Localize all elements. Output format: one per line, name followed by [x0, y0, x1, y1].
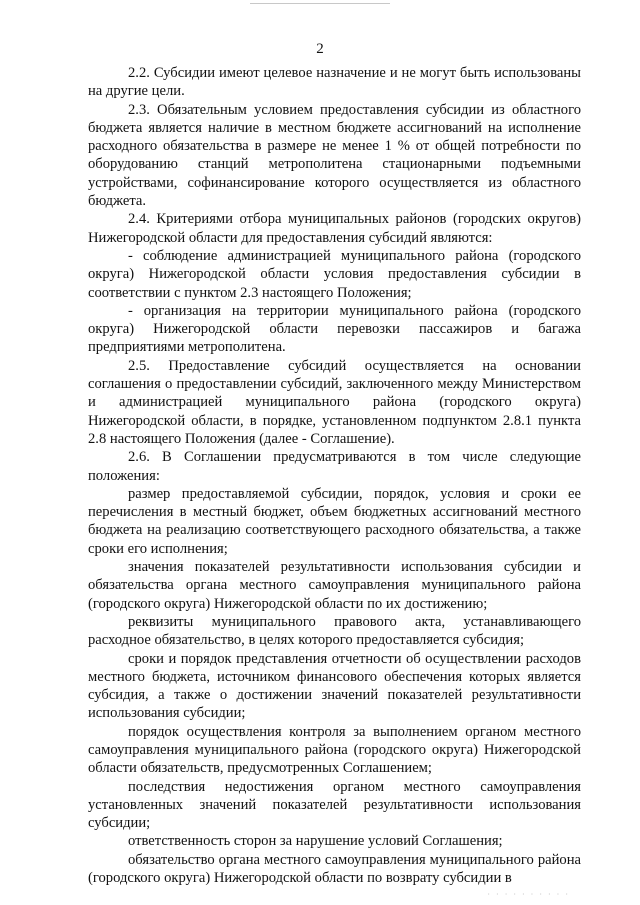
- criteria-item-1: - соблюдение администрацией муниципального района (городского округа) Нижегородской области условия предоставления субсидии в соответствии с пунктом 2.3 настоящего Положения;: [88, 247, 581, 301]
- paragraph-2-5: 2.5. Предоставление субсидий осуществляется на основании соглашения о предоставлении субсидий, заключенного между Министерством и администрацией муниципального района (городского округа) Нижегородской области, в порядке, установленном подпунктом 2.8.1 пункта 2.8 настоящего Положения (далее - Соглашение).: [88, 357, 581, 447]
- paragraph-2-4: 2.4. Критериями отбора муниципальных районов (городских округов) Нижегородской области для предоставления субсидий являются:: [88, 211, 581, 246]
- agreement-provision-7: ответственность сторон за нарушение условий Соглашения;: [128, 833, 503, 850]
- page-number: 2: [316, 41, 324, 57]
- agreement-provision-4: сроки и порядок представления отчетности об осуществлении расходов местного бюджета, источником финансового обеспечения которых является субсидия, а также о достижении значений показателей результативности использования субсидии;: [88, 650, 581, 722]
- agreement-provision-1: размер предоставляемой субсидии, порядок, условия и сроки ее перечисления в местный бюджет, объем бюджетных ассигнований местного бюджета на реализацию соответствующего расходного обязательства, а также сроки его исполнения;: [88, 485, 581, 557]
- paragraph-2-3: 2.3. Обязательным условием предоставления субсидии из областного бюджета является наличие в местном бюджете ассигнований на исполнение расходного обязательства в размере не менее 1 % от общей потребности по оборудованию станций метрополитена стационарными подъемными устройствами, софинансирование которого осуществляется из областного бюджета.: [88, 101, 581, 210]
- paragraph-2-2: 2.2. Субсидии имеют целевое назначение и не могут быть использованы на другие цели.: [88, 65, 581, 100]
- agreement-provision-8: обязательство органа местного самоуправления муниципального района (городского округа) Нижегородской области по возврату субсидии в: [88, 851, 581, 887]
- agreement-provision-6: последствия недостижения органом местного самоуправления установленных значений показателей результативности использования субсидии;: [88, 778, 581, 832]
- criteria-item-2: - организация на территории муниципального района (городского округа) Нижегородской области перевозки пассажиров и багажа предприятиями метрополитена.: [88, 302, 581, 356]
- scan-artifact-bottom: · · · · · · · · · ·: [487, 890, 570, 899]
- agreement-provision-3: реквизиты муниципального правового акта, устанавливающего расходное обязательство, в целях которого предоставляется субсидия;: [88, 613, 581, 649]
- paragraph-2-6: 2.6. В Соглашении предусматриваются в том числе следующие положения:: [88, 449, 581, 484]
- agreement-provision-5: порядок осуществления контроля за выполнением органом местного самоуправления муниципального района (городского округа) Нижегородской области обязательств, предусмотренных Соглашением;: [88, 723, 581, 777]
- agreement-provision-2: значения показателей результативности использования субсидии и обязательства органа местного самоуправления муниципального района (городского округа) Нижегородской области по их достижению;: [88, 559, 581, 612]
- document-body: [88, 64, 581, 887]
- scan-artifact-top: [250, 3, 390, 4]
